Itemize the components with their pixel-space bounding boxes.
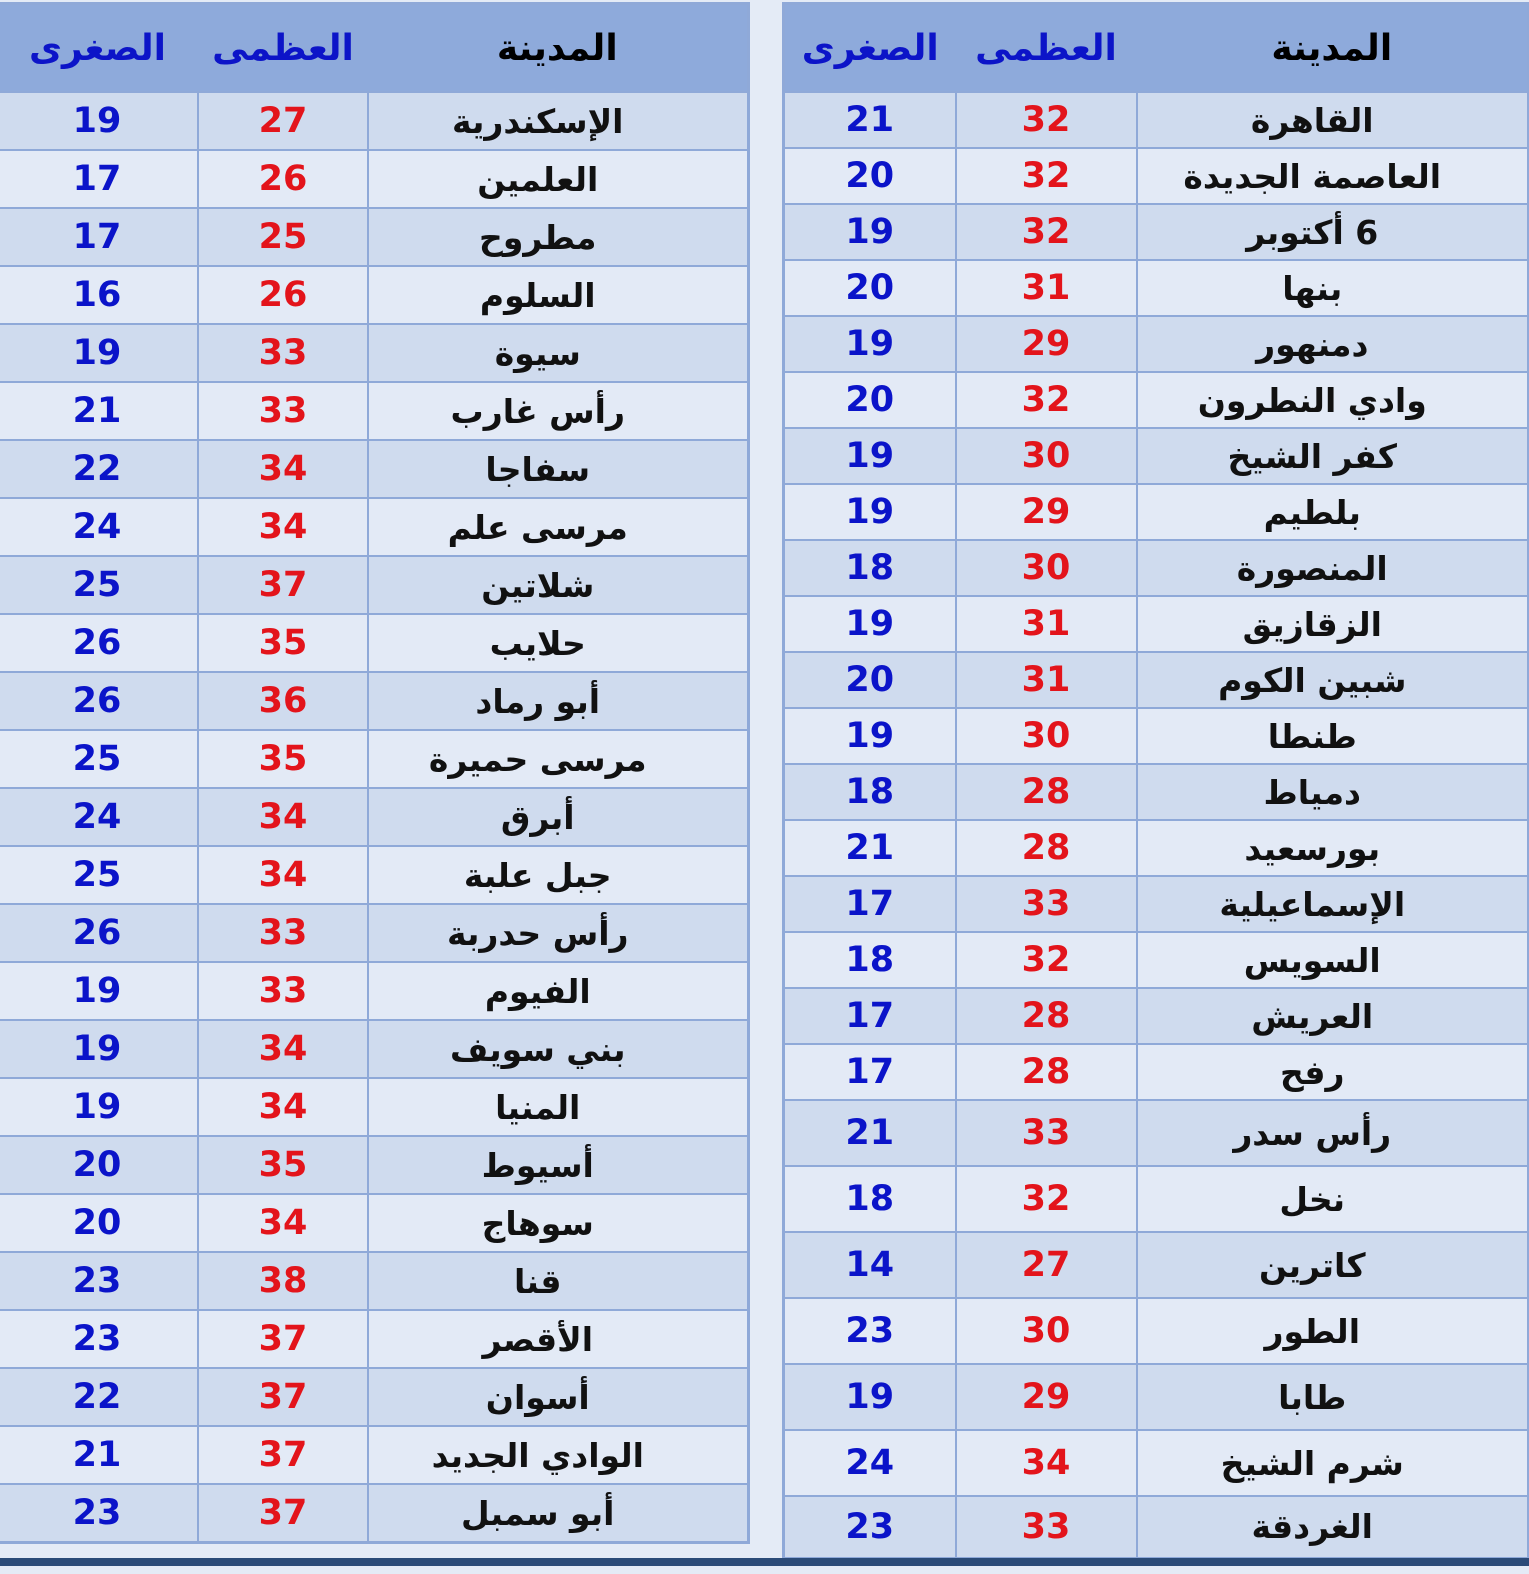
table-row xyxy=(0,904,748,962)
table-row xyxy=(784,1232,1529,1298)
min-temp-cell: 22 xyxy=(0,440,198,498)
table-row xyxy=(0,730,748,788)
city-cell: السلوم xyxy=(368,266,748,324)
max-temp-cell: 33 xyxy=(956,876,1137,932)
table-row xyxy=(0,556,748,614)
min-temp-cell: 23 xyxy=(0,1310,198,1368)
table-row xyxy=(784,988,1529,1044)
min-temp-cell: 23 xyxy=(0,1484,198,1543)
min-temp-cell: 19 xyxy=(0,324,198,382)
city-cell: الإسماعيلية xyxy=(1137,876,1529,932)
table-row xyxy=(0,1194,748,1252)
left-weather-table xyxy=(0,2,750,1544)
min-temp-cell: 20 xyxy=(0,1136,198,1194)
city-cell: سفاجا xyxy=(368,440,748,498)
min-temp-cell: 25 xyxy=(0,730,198,788)
city-cell: دمياط xyxy=(1137,764,1529,820)
min-temp-cell: 17 xyxy=(784,988,956,1044)
table-row xyxy=(784,1430,1529,1496)
max-temp-cell: 37 xyxy=(198,556,368,614)
max-temp-cell: 38 xyxy=(198,1252,368,1310)
table-row xyxy=(0,846,748,904)
city-cell: العلمين xyxy=(368,150,748,208)
min-temp-cell: 20 xyxy=(784,372,956,428)
city-cell: القاهرة xyxy=(1137,92,1529,148)
city-cell: شلاتين xyxy=(368,556,748,614)
table-row xyxy=(0,614,748,672)
max-temp-cell: 31 xyxy=(956,652,1137,708)
min-temp-cell: 21 xyxy=(0,382,198,440)
min-temp-cell: 23 xyxy=(784,1496,956,1558)
min-temp-cell: 22 xyxy=(0,1368,198,1426)
city-cell: الأقصر xyxy=(368,1310,748,1368)
city-cell: نخل xyxy=(1137,1166,1529,1232)
min-temp-cell: 16 xyxy=(0,266,198,324)
min-temp-cell: 25 xyxy=(0,846,198,904)
city-cell: بورسعيد xyxy=(1137,820,1529,876)
max-temp-cell: 30 xyxy=(956,708,1137,764)
left-header-row xyxy=(0,4,748,93)
max-temp-cell: 30 xyxy=(956,428,1137,484)
table-row xyxy=(784,316,1529,372)
table-row xyxy=(784,372,1529,428)
min-temp-cell: 20 xyxy=(784,148,956,204)
max-temp-cell: 33 xyxy=(198,382,368,440)
city-cell: أسيوط xyxy=(368,1136,748,1194)
max-temp-cell: 34 xyxy=(198,440,368,498)
table-row xyxy=(0,440,748,498)
max-temp-cell: 32 xyxy=(956,148,1137,204)
table-row xyxy=(0,1078,748,1136)
min-temp-cell: 17 xyxy=(784,1044,956,1100)
max-temp-cell: 37 xyxy=(198,1310,368,1368)
max-temp-cell: 28 xyxy=(956,820,1137,876)
max-temp-cell: 26 xyxy=(198,150,368,208)
min-temp-cell: 14 xyxy=(784,1232,956,1298)
city-cell: مطروح xyxy=(368,208,748,266)
city-cell: العريش xyxy=(1137,988,1529,1044)
city-cell: أبو رماد xyxy=(368,672,748,730)
max-temp-cell: 28 xyxy=(956,988,1137,1044)
city-cell: رأس سدر xyxy=(1137,1100,1529,1166)
max-temp-cell: 29 xyxy=(956,1364,1137,1430)
city-cell: حلايب xyxy=(368,614,748,672)
left-table-body xyxy=(0,92,748,1543)
max-temp-cell: 34 xyxy=(956,1430,1137,1496)
max-temp-cell: 31 xyxy=(956,596,1137,652)
city-cell: رفح xyxy=(1137,1044,1529,1100)
city-cell: الفيوم xyxy=(368,962,748,1020)
min-temp-cell: 24 xyxy=(784,1430,956,1496)
max-temp-cell: 34 xyxy=(198,1078,368,1136)
city-cell: شرم الشيخ xyxy=(1137,1430,1529,1496)
table-row xyxy=(784,204,1529,260)
min-temp-cell: 19 xyxy=(784,428,956,484)
min-temp-cell: 17 xyxy=(0,208,198,266)
city-cell: أبرق xyxy=(368,788,748,846)
table-row xyxy=(784,1496,1529,1558)
table-row xyxy=(0,208,748,266)
city-cell: رأس حدربة xyxy=(368,904,748,962)
max-temp-cell: 30 xyxy=(956,1298,1137,1364)
max-temp-cell: 37 xyxy=(198,1426,368,1484)
city-cell: المنيا xyxy=(368,1078,748,1136)
max-temp-cell: 34 xyxy=(198,498,368,556)
table-row xyxy=(784,428,1529,484)
table-row xyxy=(784,652,1529,708)
table-row xyxy=(0,1252,748,1310)
max-temp-cell: 32 xyxy=(956,92,1137,148)
min-temp-cell: 19 xyxy=(0,962,198,1020)
min-temp-header: الصغرى xyxy=(784,4,956,93)
max-temp-cell: 33 xyxy=(198,904,368,962)
table-row xyxy=(784,708,1529,764)
min-temp-cell: 21 xyxy=(784,1100,956,1166)
city-cell: الإسكندرية xyxy=(368,92,748,150)
table-row xyxy=(784,1100,1529,1166)
table-row xyxy=(0,962,748,1020)
city-cell: قنا xyxy=(368,1252,748,1310)
table-row xyxy=(0,150,748,208)
max-temp-cell: 33 xyxy=(956,1100,1137,1166)
min-temp-header: الصغرى xyxy=(0,4,198,93)
min-temp-cell: 19 xyxy=(784,204,956,260)
table-row xyxy=(784,484,1529,540)
table-row xyxy=(784,596,1529,652)
table-row xyxy=(784,932,1529,988)
min-temp-cell: 25 xyxy=(0,556,198,614)
city-cell: الغردقة xyxy=(1137,1496,1529,1558)
table-row xyxy=(0,382,748,440)
city-cell: أبو سمبل xyxy=(368,1484,748,1543)
min-temp-cell: 19 xyxy=(784,1364,956,1430)
min-temp-cell: 21 xyxy=(784,820,956,876)
min-temp-cell: 17 xyxy=(784,876,956,932)
city-cell: مرسى علم xyxy=(368,498,748,556)
table-row xyxy=(0,788,748,846)
table-row xyxy=(0,92,748,150)
table-row xyxy=(784,260,1529,316)
min-temp-cell: 26 xyxy=(0,904,198,962)
city-cell: الوادي الجديد xyxy=(368,1426,748,1484)
min-temp-cell: 19 xyxy=(0,1078,198,1136)
max-temp-cell: 33 xyxy=(198,324,368,382)
right-header-row xyxy=(784,4,1529,93)
min-temp-cell: 19 xyxy=(0,1020,198,1078)
min-temp-cell: 20 xyxy=(784,652,956,708)
city-cell: طنطا xyxy=(1137,708,1529,764)
max-temp-cell: 32 xyxy=(956,932,1137,988)
max-temp-cell: 34 xyxy=(198,846,368,904)
max-temp-cell: 30 xyxy=(956,540,1137,596)
table-row xyxy=(784,540,1529,596)
right-table-body xyxy=(784,92,1529,1558)
max-temp-cell: 35 xyxy=(198,730,368,788)
max-temp-cell: 31 xyxy=(956,260,1137,316)
max-temp-cell: 28 xyxy=(956,764,1137,820)
max-temp-cell: 27 xyxy=(198,92,368,150)
max-temp-cell: 37 xyxy=(198,1484,368,1543)
max-temp-cell: 26 xyxy=(198,266,368,324)
table-row xyxy=(784,148,1529,204)
city-cell: بني سويف xyxy=(368,1020,748,1078)
min-temp-cell: 18 xyxy=(784,764,956,820)
table-row xyxy=(0,1310,748,1368)
max-temp-cell: 25 xyxy=(198,208,368,266)
min-temp-cell: 23 xyxy=(0,1252,198,1310)
table-row xyxy=(0,672,748,730)
table-row xyxy=(0,1426,748,1484)
city-cell: الطور xyxy=(1137,1298,1529,1364)
city-cell: طابا xyxy=(1137,1364,1529,1430)
city-cell: سوهاج xyxy=(368,1194,748,1252)
city-cell: أسوان xyxy=(368,1368,748,1426)
city-cell: دمنهور xyxy=(1137,316,1529,372)
city-cell: السويس xyxy=(1137,932,1529,988)
min-temp-cell: 18 xyxy=(784,1166,956,1232)
table-row xyxy=(784,1298,1529,1364)
max-temp-cell: 33 xyxy=(198,962,368,1020)
table-row xyxy=(0,1136,748,1194)
min-temp-cell: 26 xyxy=(0,672,198,730)
city-header: المدينة xyxy=(1137,4,1529,93)
max-temp-cell: 35 xyxy=(198,614,368,672)
table-row xyxy=(784,92,1529,148)
min-temp-cell: 21 xyxy=(0,1426,198,1484)
table-row xyxy=(0,498,748,556)
min-temp-cell: 23 xyxy=(784,1298,956,1364)
city-cell: رأس غارب xyxy=(368,382,748,440)
city-cell: الزقازيق xyxy=(1137,596,1529,652)
max-temp-cell: 29 xyxy=(956,316,1137,372)
max-temp-header: العظمى xyxy=(198,4,368,93)
max-temp-cell: 29 xyxy=(956,484,1137,540)
bottom-divider xyxy=(0,1558,1529,1566)
max-temp-header: العظمى xyxy=(956,4,1137,93)
min-temp-cell: 19 xyxy=(784,708,956,764)
max-temp-cell: 32 xyxy=(956,204,1137,260)
city-cell: جبل علبة xyxy=(368,846,748,904)
table-row xyxy=(0,324,748,382)
max-temp-cell: 32 xyxy=(956,1166,1137,1232)
right-weather-table xyxy=(782,2,1529,1560)
table-row xyxy=(784,1166,1529,1232)
city-header: المدينة xyxy=(368,4,748,93)
city-cell: وادي النطرون xyxy=(1137,372,1529,428)
city-cell: المنصورة xyxy=(1137,540,1529,596)
max-temp-cell: 34 xyxy=(198,1020,368,1078)
table-row xyxy=(784,1044,1529,1100)
max-temp-cell: 35 xyxy=(198,1136,368,1194)
max-temp-cell: 32 xyxy=(956,372,1137,428)
table-row xyxy=(784,764,1529,820)
city-cell: 6 أكتوبر xyxy=(1137,204,1529,260)
min-temp-cell: 19 xyxy=(784,316,956,372)
max-temp-cell: 34 xyxy=(198,1194,368,1252)
min-temp-cell: 21 xyxy=(784,92,956,148)
max-temp-cell: 34 xyxy=(198,788,368,846)
min-temp-cell: 19 xyxy=(784,484,956,540)
min-temp-cell: 20 xyxy=(0,1194,198,1252)
city-cell: كفر الشيخ xyxy=(1137,428,1529,484)
min-temp-cell: 26 xyxy=(0,614,198,672)
min-temp-cell: 24 xyxy=(0,498,198,556)
city-cell: بلطيم xyxy=(1137,484,1529,540)
table-row xyxy=(0,1484,748,1543)
table-row xyxy=(0,1020,748,1078)
table-row xyxy=(0,266,748,324)
max-temp-cell: 36 xyxy=(198,672,368,730)
city-cell: بنها xyxy=(1137,260,1529,316)
min-temp-cell: 24 xyxy=(0,788,198,846)
max-temp-cell: 28 xyxy=(956,1044,1137,1100)
min-temp-cell: 18 xyxy=(784,540,956,596)
min-temp-cell: 19 xyxy=(0,92,198,150)
city-cell: مرسى حميرة xyxy=(368,730,748,788)
table-row xyxy=(0,1368,748,1426)
max-temp-cell: 37 xyxy=(198,1368,368,1426)
city-cell: كاترين xyxy=(1137,1232,1529,1298)
city-cell: شبين الكوم xyxy=(1137,652,1529,708)
table-row xyxy=(784,820,1529,876)
min-temp-cell: 18 xyxy=(784,932,956,988)
min-temp-cell: 20 xyxy=(784,260,956,316)
max-temp-cell: 27 xyxy=(956,1232,1137,1298)
city-cell: العاصمة الجديدة xyxy=(1137,148,1529,204)
table-row xyxy=(784,1364,1529,1430)
max-temp-cell: 33 xyxy=(956,1496,1137,1558)
city-cell: سيوة xyxy=(368,324,748,382)
min-temp-cell: 19 xyxy=(784,596,956,652)
min-temp-cell: 17 xyxy=(0,150,198,208)
table-row xyxy=(784,876,1529,932)
